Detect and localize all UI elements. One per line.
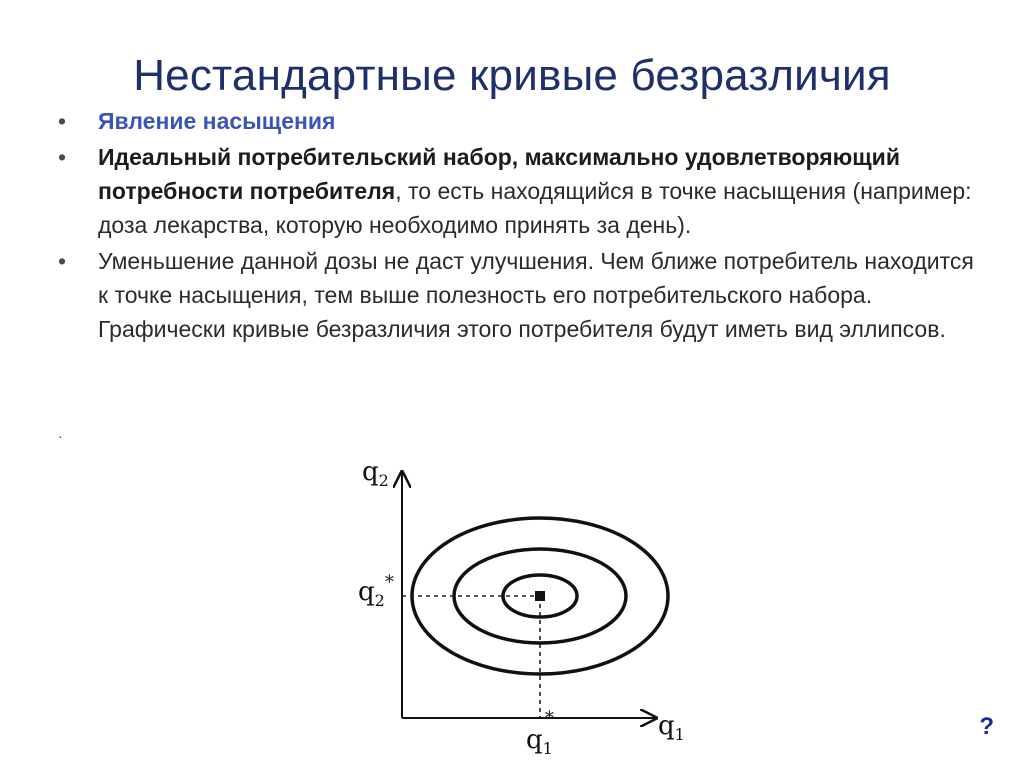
indifference-ellipses-graph [340, 448, 690, 764]
bullet-item-saturation [58, 104, 988, 138]
bullet-marker: • [58, 144, 67, 170]
slide-title: Нестандартные кривые безразличия [133, 51, 891, 101]
bullet-saturation-text: Явление насыщения [98, 108, 336, 134]
y-saturation-label-star: * [384, 572, 394, 593]
bullet-ideal-bundle-rest: , то есть находящийся в точке насыщения (например: доза лекарства, которую необходимо принять за день). [98, 178, 972, 238]
y-saturation-label [358, 572, 394, 610]
y-axis-label-q: q [362, 457, 379, 487]
y-saturation-label-q: q [358, 577, 375, 607]
x-axis-label [658, 711, 685, 744]
x-saturation-label-sub: 1 [542, 739, 553, 758]
bullet-marker: • [58, 108, 67, 134]
x-axis-label-sub: 1 [674, 725, 685, 744]
x-axis-label-q: q [658, 711, 675, 741]
bullet-dose-reduction-text: Уменьшение данной дозы не даст улучшения. Чем ближе потребитель находится к точке насыщения, тем выше полезность его потребительского набора. Графически кривые безразличия этого потребителя будут иметь вид эллипсов. [98, 248, 974, 342]
bullet-marker: • [58, 248, 67, 274]
x-saturation-label [526, 708, 554, 758]
empty-bullet-dot: · [58, 428, 63, 444]
y-axis-label-sub: 2 [378, 471, 389, 490]
bullet-item-dose-reduction [58, 244, 988, 346]
bullet-list [58, 104, 988, 346]
x-saturation-label-q: q [526, 725, 543, 755]
bullet-item-ideal-bundle [58, 140, 988, 242]
corner-mark: ? [979, 713, 994, 740]
y-saturation-label-sub: 2 [374, 591, 385, 610]
y-axis-label [362, 457, 389, 490]
x-saturation-label-star: * [544, 708, 554, 729]
saturation-point [535, 591, 545, 601]
bullet-ideal-bundle-bold: Идеальный потребительский набор, максимально удовлетворяющий потребности потребителя [98, 144, 900, 204]
